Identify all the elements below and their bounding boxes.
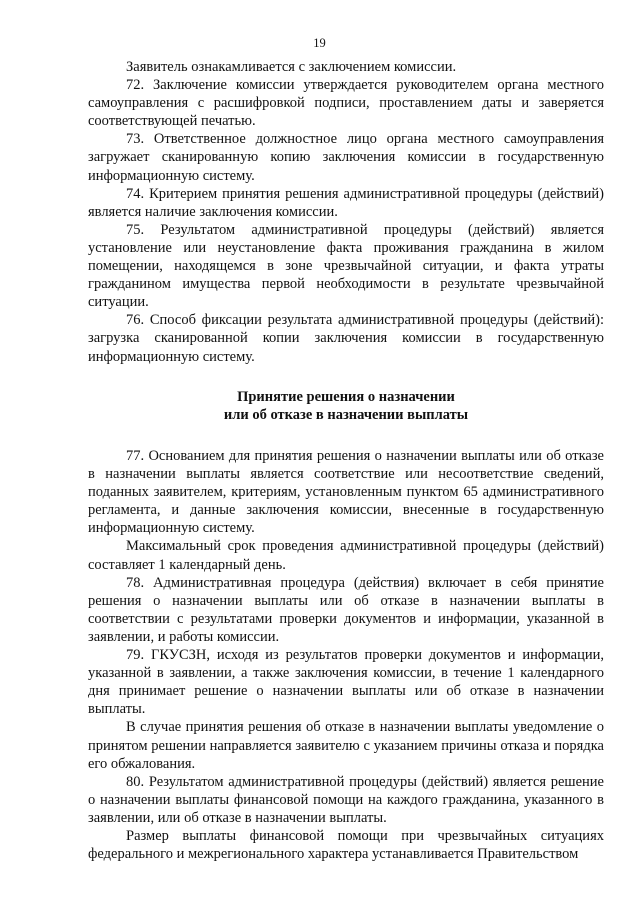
- paragraph-76: 76. Способ фиксации результата административной процедуры (действий): загрузка сканированной копии заключения комиссии в государственную информационную систему.: [88, 312, 604, 365]
- paragraph-75: 75. Результатом административной процедуры (действий) является установление или неустановление факта проживания гражданина в жилом помещении, находящемся в зоне чрезвычайной ситуации, и факта утраты гражданином имущества первой необходимости в результате чрезвычайной ситуации.: [88, 221, 604, 311]
- paragraph-78: 78. Административная процедура (действия) включает в себя принятие решения о назначении выплаты или об отказе в назначении выплаты в соответствии с результатами проверки документов и информации, указанной в заявлении, и работы комиссии.: [88, 574, 604, 645]
- section-heading-line-2: или об отказе в назначении выплаты: [223, 406, 469, 423]
- paragraph-80: 80. Результатом административной процедуры (действий) является решение о назначении выплаты финансовой помощи на каждого гражданина, указанного в заявлении, или об отказе в назначении выплаты.: [88, 773, 604, 826]
- paragraph-refusal-notice: В случае принятия решения об отказе в назначении выплаты уведомление о принятом решении направляется заявителю с указанием причины отказа и порядка его обжалования.: [88, 719, 604, 772]
- paragraph-79: 79. ГКУСЗН, исходя из результатов проверки документов и информации, указанной в заявлении, а также заключения комиссии, в течение 1 календарного дня принимает решение о назначении выплаты или об отказе в назначении выплаты.: [88, 647, 604, 718]
- section-heading: [88, 388, 604, 424]
- paragraph-max-term: Максимальный срок проведения административной процедуры (действий) составляет 1 календарный день.: [88, 538, 604, 573]
- paragraph-77: 77. Основанием для принятия решения о назначении выплаты или об отказе в назначении выплаты является соответствие или несоответствие сведений, поданных заявителем, критериям, установленным пунктом 65 административного регламента, и данные заключения комиссии, внесенные в государственную информационную систему.: [88, 448, 604, 537]
- section-heading-line-1: Принятие решения о назначении: [237, 388, 455, 405]
- paragraph-73: 73. Ответственное должностное лицо органа местного самоуправления загружает сканированную копию заключения комиссии в государственную информационную систему.: [88, 131, 604, 184]
- document-body: [88, 58, 604, 863]
- paragraph-applicant-acquaints: Заявитель ознакамливается с заключением комиссии.: [126, 59, 457, 75]
- paragraph-74: 74. Критерием принятия решения административной процедуры (действий) является наличие заключения комиссии.: [88, 185, 604, 220]
- page-number: 19: [313, 36, 326, 50]
- paragraph-payment-size: Размер выплаты финансовой помощи при чрезвычайных ситуациях федерального и межрегионального характера устанавливается Правительством: [88, 827, 604, 863]
- paragraph-72: 72. Заключение комиссии утверждается руководителем органа местного самоуправления с расшифровкой подписи, проставлением даты и заверяется соответствующей печатью.: [88, 77, 604, 130]
